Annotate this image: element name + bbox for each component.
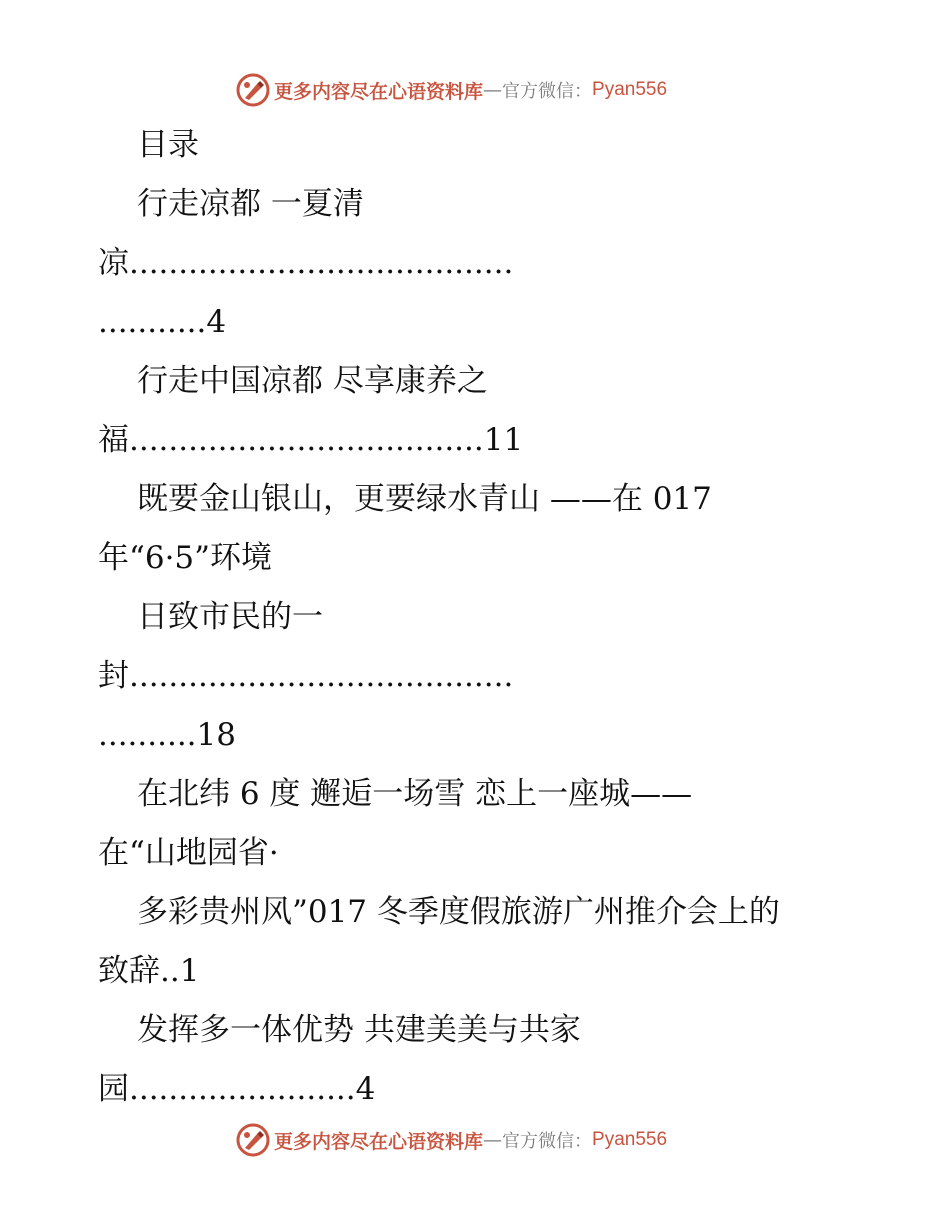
watermark-sub-text: 官方微信： <box>502 81 593 102</box>
toc-entry-3-title-cont: 年“6·5”环境 <box>98 540 272 576</box>
watermark-dash: — <box>483 1129 503 1151</box>
pen-logo-icon <box>236 1123 270 1157</box>
toc-entry-4-title-cont-2: 多彩贵州风”017 冬季度假旅游广州推介会上的 <box>137 894 780 930</box>
toc-entry-4-title-cont: 在“山地园省· <box>98 835 279 871</box>
toc-entry-5-title: 发挥多一体优势 共建美美与共家 <box>137 1012 581 1048</box>
toc-entry-5-leader: 园.......................4 <box>98 1071 376 1107</box>
toc-entry-4-title: 在北纬 6 度 邂逅一场雪 恋上一座城—— <box>137 776 693 812</box>
toc-entry-1-leader: 凉....................................... <box>98 245 514 281</box>
toc-entry-3-leader: 封....................................... <box>98 658 514 694</box>
toc-entry-3-title-cont-2: 日致市民的一 <box>137 599 323 635</box>
watermark-header <box>236 72 667 108</box>
watermark-main-text: 更多内容尽在心语资料库 <box>274 80 484 103</box>
watermark-wechat-id: Pyan556 <box>592 79 668 100</box>
toc-entry-1-title: 行走凉都 一夏清 <box>137 186 364 222</box>
toc-entry-3-title: 既要金山银山，更要绿水青山 ——在 017 <box>137 481 712 517</box>
toc-entry-3-page: ..........18 <box>98 717 236 753</box>
watermark-sub-text: 官方微信： <box>502 1131 593 1152</box>
pen-logo-icon <box>236 73 270 107</box>
toc-entry-2-leader: 福....................................11 <box>98 422 524 458</box>
watermark-footer <box>236 1122 667 1158</box>
watermark-main-text: 更多内容尽在心语资料库 <box>274 1130 484 1153</box>
watermark-dash: — <box>483 79 503 101</box>
watermark-wechat-id: Pyan556 <box>592 1129 668 1150</box>
toc-entry-1-page: ...........4 <box>98 304 227 340</box>
toc-entry-2-title: 行走中国凉都 尽享康养之 <box>137 363 488 399</box>
toc-entry-4-page: 致辞..1 <box>98 953 200 989</box>
toc-heading: 目录 <box>137 127 199 163</box>
